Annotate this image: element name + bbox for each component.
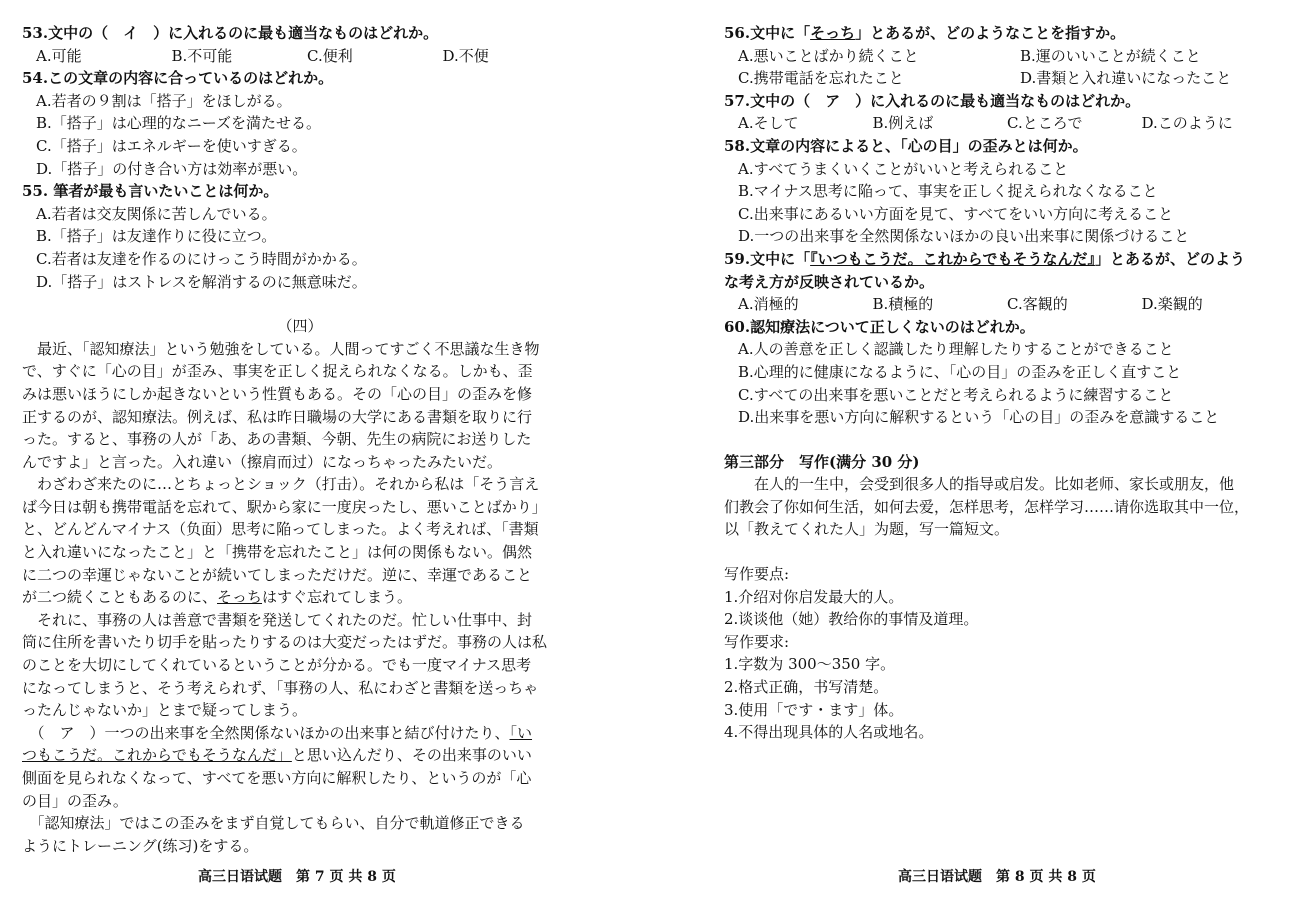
option-59-b: B.積極的 [872, 295, 934, 314]
option-56-c: C.携帯電話を忘れたこと [738, 69, 904, 88]
option-53-a: A.可能 [36, 46, 82, 65]
passage-line: った。すると、事務の人が「あ、あの書類、今朝、先生の病院にお送りした [22, 430, 532, 449]
section-title: （四） [277, 317, 323, 336]
left-column [22, 22, 578, 857]
passage-line: 筒に住所を書いたり切手を貼ったりするのは大変だったはずだ。事務の人は私 [22, 633, 548, 652]
stem-text: 59.文中に「 [724, 249, 811, 268]
option-55-d: D.「搭子」はストレスを解消するのに無意味だ。 [36, 272, 367, 291]
option-56-d: D.書類と入れ違いになったこと [1020, 69, 1232, 88]
writing-points-title: 写作要点: [724, 565, 790, 584]
question-57-stem: 57.文中の（ ア ）に入れるのに最も適当なものはどれか。 [724, 91, 1141, 110]
right-column [724, 22, 1276, 744]
passage-line [22, 744, 578, 767]
underlined-quote: 『いつもこうだ。これからでもそうなんだ』 [810, 249, 1095, 268]
stem-text: 」とあるが、どのよう [1094, 249, 1245, 268]
option-57-d: D.このように [1141, 114, 1233, 133]
option-58-c: C.出来事にあるいい方面を見て、すべてをいい方向に考えること [738, 204, 1174, 223]
option-57-a: A.そして [738, 114, 799, 133]
option-58-d: D.一つの出来事を全然関係ないほかの良い出来事に関係づけること [738, 227, 1190, 246]
stem-text: 」とあるが、どのようなことを指すか。 [855, 24, 1126, 42]
option-60-b: B.心理的に健康になるように、「心の目」の歪みを正しく直すこと [738, 362, 1182, 381]
passage-text: （ ア ）一つの出来事を全然関係ないほかの出来事と結び付けたり、 [22, 723, 510, 742]
passage-line: で、すぐに「心の目」が歪み、事実を正しく捉えられなくなる。しかも、歪 [22, 362, 533, 381]
question-56-options-row2 [724, 67, 1276, 90]
passage-line: わざわざ来たのに…とちょっとショック（打击）。それから私は「そう言え [22, 475, 540, 494]
passage-line: の目」の歪み。 [22, 791, 128, 810]
option-60-a: A.人の善意を正しく認識したり理解したりすることができること [738, 340, 1174, 359]
writing-section-title: 第三部分 写作(满分 30 分) [724, 452, 920, 471]
option-58-b: B.マイナス思考に陥って、事実を正しく捉えられなくなること [738, 182, 1158, 201]
option-53-b: B.不可能 [171, 46, 233, 65]
page-footer-left: 高三日语试题 第 7 页 共 8 页 [198, 869, 396, 885]
option-59-c: C.客観的 [1007, 295, 1068, 314]
passage-line: 側面を見られなくなって、すべてを悪い方向に解釈したり、というのが「心 [22, 769, 532, 787]
option-59-d: D.楽観的 [1141, 295, 1203, 314]
passage-line: ったんじゃないか」とまで疑ってしまう。 [22, 701, 308, 720]
reading-passage [22, 338, 578, 858]
passage-line [22, 586, 578, 609]
option-54-a: A.若者の９割は「搭子」をほしがる。 [36, 91, 292, 110]
option-57-c: C.ところで [1007, 114, 1083, 133]
writing-req: 4.不得出现具体的人名或地名。 [724, 723, 934, 742]
writing-point: 1.介绍对你启发最大的人。 [724, 587, 904, 606]
option-60-d: D.出来事を悪い方向に解釈するという「心の目」の歪みを意識すること [738, 408, 1220, 427]
writing-prompt-line: 在人的一生中，会受到很多人的指导或启发。比如老师、家长或朋友，他 [724, 475, 1235, 494]
question-54-stem: 54.この文章の内容に合っているのはどれか。 [22, 69, 334, 88]
option-54-d: D.「搭子」の付き合い方は効率が悪い。 [36, 159, 308, 178]
passage-line: ば今日は朝も携帯電話を忘れて、駅から家に一度戻ったし、悪いことばかり」 [22, 497, 547, 516]
passage-line: 「認知療法」ではこの歪みをまず自覚してもらい、自分で軌道修正できる [22, 814, 525, 833]
writing-req-title: 写作要求: [724, 632, 790, 651]
question-53-options [22, 45, 578, 68]
option-60-c: C.すべての出来事を悪いことだと考えられるように練習すること [738, 385, 1174, 404]
option-56-a: A.悪いことばかり続くこと [738, 46, 919, 65]
writing-prompt-line: 以「教えてくれた人」为题，写一篇短文。 [724, 520, 1010, 539]
writing-point: 2.谈谈他（她）教给你的事情及道理。 [724, 610, 979, 629]
question-58-stem: 58.文章の内容によると、「心の目」の歪みとは何か。 [724, 136, 1088, 155]
passage-line: 正するのが、認知療法。例えば、私は昨日職場の大学にある書類を取りに行 [22, 407, 533, 426]
option-55-a: A.若者は交友関係に苦しんでいる。 [36, 204, 277, 223]
option-53-d: D.不便 [442, 46, 489, 65]
passage-line: と、どんどんマイナス（负面）思考に陥ってしまった。よく考えれば、「書類 [22, 520, 539, 539]
underlined-quote-end: つもこうだ。これからでもそうなんだ」 [22, 746, 292, 765]
question-59-stem [724, 248, 1276, 271]
passage-line [22, 722, 578, 745]
passage-line: のことを大切にしてくれているということが分かる。でも一度マイナス思考 [22, 656, 532, 675]
passage-line: に二つの幸運じゃないことが続いてしまっただけだ。逆に、幸運であること [22, 565, 533, 584]
writing-req: 3.使用「です・ます」体。 [724, 700, 904, 719]
question-60-stem: 60.認知療法について正しくないのはどれか。 [724, 317, 1035, 336]
passage-line: と入れ違いになったこと」と「携帯を忘れたこと」は何の関係もない。偶然 [22, 543, 533, 562]
passage-line: 最近、「認知療法」という勉強をしている。人間ってすごく不思議な生き物 [22, 339, 540, 358]
option-59-a: A.消極的 [738, 295, 799, 314]
option-55-c: C.若者は友達を作るのにけっこう時間がかかる。 [36, 249, 367, 268]
writing-prompt-line: 们教会了你如何生活，如何去爱，怎样思考，怎样学习……请你选取其中一位， [724, 497, 1250, 516]
passage-text: はすぐ忘れてしまう。 [262, 588, 413, 607]
passage-line: それに、事務の人は善意で書類を発送してくれたのだ。忙しい仕事中、封 [22, 610, 533, 629]
option-57-b: B.例えば [872, 114, 934, 133]
question-56-stem [724, 22, 1276, 45]
option-56-b: B.運のいいことが続くこと [1020, 46, 1201, 65]
underlined-term: そっち [810, 24, 856, 42]
underlined-quote-start: 「い [509, 723, 533, 742]
question-53-stem: 53.文中の（ イ ）に入れるのに最も適当なものはどれか。 [22, 24, 439, 42]
question-56-options-row1 [724, 45, 1276, 68]
writing-req: 2.格式正确，书写清楚。 [724, 678, 889, 697]
option-58-a: A.すべてうまくいくことがいいと考えられること [738, 159, 1069, 178]
passage-line: みは悪いほうにしか起きないという性質もある。その「心の目」の歪みを修 [22, 384, 533, 403]
writing-req: 1.字数为 300～350 字。 [724, 655, 896, 674]
passage-line: になってしまうと、そう考えられず、「事務の人、私にわざと書類を送っちゃ [22, 678, 539, 697]
option-55-b: B.「搭子」は友達作りに役に立つ。 [36, 227, 277, 246]
question-59-stem-cont: な考え方が反映されているか。 [724, 272, 935, 291]
question-55-stem: 55. 筆者が最も言いたいことは何か。 [22, 182, 279, 201]
option-53-c: C.便利 [307, 46, 353, 65]
question-57-options [724, 112, 1276, 135]
passage-line: ようにトレーニング(练习)をする。 [22, 836, 259, 855]
question-59-options [724, 293, 1276, 316]
option-54-c: C.「搭子」はエネルギーを使いすぎる。 [36, 136, 307, 155]
passage-line: んですよ」と言った。入れ違い（擦肩而过）になっちゃったみたいだ。 [22, 452, 503, 471]
page-footer-right: 高三日语试题 第 8 页 共 8 页 [898, 869, 1096, 885]
passage-text: が二つ続くこともあるのに、 [22, 588, 218, 607]
stem-text: 56.文中に「 [724, 24, 811, 42]
passage-text: と思い込んだり、その出来事のいい [291, 746, 532, 765]
option-54-b: B.「搭子」は心理的なニーズを満たせる。 [36, 114, 322, 133]
underlined-sotchi: そっち [217, 588, 263, 607]
